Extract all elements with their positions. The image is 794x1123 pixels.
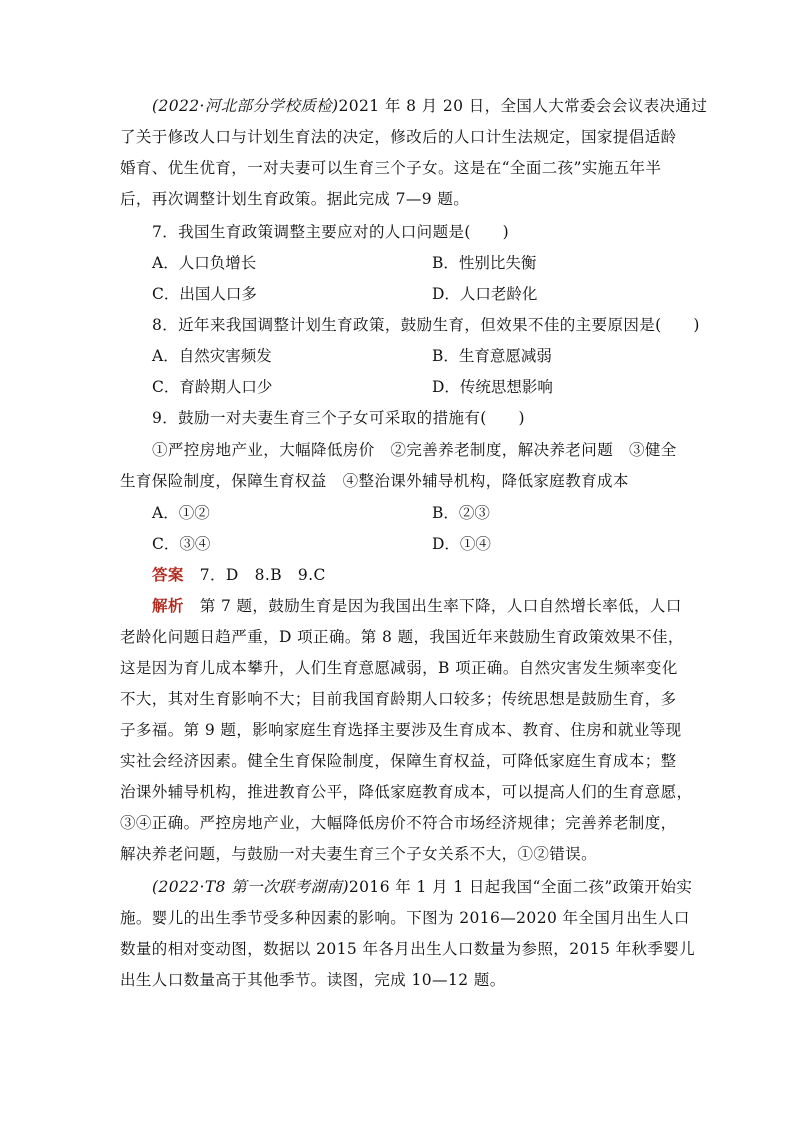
q9-stem: 9．鼓励一对夫妻生育三个子女可采取的措施有( ) (152, 409, 525, 427)
analysis-first: 第 7 题，鼓励生育是因为我国出生率下降，人口自然增长率低，人口 (199, 597, 682, 615)
analysis-line-4: 不大，其对生育影响不大；目前我国育龄期人口较多；传统思想是鼓励生育，多 (120, 690, 677, 708)
q9-option-a: A．①② (152, 504, 210, 522)
analysis-line-9: 解决养老问题，与鼓励一对夫妻生育三个子女关系不大，①②错误。 (120, 845, 598, 863)
analysis-label: 解析 (152, 596, 184, 615)
intro2-source: (2022·T8 第一次联考湖南) (152, 878, 349, 896)
analysis-line-2: 老龄化问题日趋严重，D 项正确。第 8 题，我国近年来鼓励生育政策效果不佳， (120, 628, 684, 646)
analysis-line-3: 这是因为育儿成本攀升，人们生育意愿减弱，B 项正确。自然灾害发生频率变化 (120, 659, 678, 677)
q8-option-d: D．传统思想影响 (432, 378, 553, 396)
intro1-line-4: 后，再次调整计划生育政策。据此完成 7—9 题。 (120, 190, 470, 208)
intro2-line-3: 数量的相对变动图，数据以 2015 年各月出生人口数量为参照，2015 年秋季婴儿 (120, 940, 696, 958)
analysis-line-7: 治课外辅导机构，推进教育公平，降低家庭教育成本，可以提高人们的生育意愿， (120, 783, 693, 801)
analysis-line-6: 实社会经济因素。健全生育保险制度，保障生育权益，可降低家庭生育成本；整 (120, 752, 677, 770)
analysis-line-8: ③④正确。严控房地产业，大幅降低房价不符合市场经济规律；完善养老制度， (120, 814, 677, 832)
q7-option-a: A．人口负增长 (152, 254, 257, 272)
q7-stem: 7．我国生育政策调整主要应对的人口问题是( ) (152, 223, 510, 241)
intro1-line-2: 了关于修改人口与计划生育法的决定，修改后的人口计生法规定，国家提倡适龄 (120, 128, 677, 146)
q7-option-b: B．性别比失衡 (432, 254, 537, 272)
q8-option-a: A．自然灾害频发 (152, 347, 272, 365)
intro2-text-1: 2016 年 1 月 1 日起我国“全面二孩”政策开始实 (348, 878, 693, 896)
answer-line (152, 565, 326, 585)
q8-stem: 8．近年来我国调整计划生育政策，鼓励生育，但效果不佳的主要原因是( ) (152, 316, 700, 334)
intro1-text-1: 2021 年 8 月 20 日，全国人大常委会会议表决通过 (338, 97, 708, 115)
q9-option-d: D．①④ (432, 535, 491, 553)
analysis-line-1 (152, 596, 682, 616)
intro1-line-1 (152, 96, 707, 116)
q7-option-d: D．人口老龄化 (432, 285, 538, 303)
q9-body-2: 生育保险制度，保障生育权益 ④整治课外辅导机构，降低家庭教育成本 (120, 472, 629, 490)
q7-option-c: C．出国人口多 (152, 285, 257, 303)
answer-label: 答案 (152, 565, 184, 584)
q8-option-b: B．生育意愿减弱 (432, 347, 552, 365)
intro1-source: (2022·河北部分学校质检) (152, 97, 339, 115)
q9-body-1: ①严控房地产业，大幅降低房价 ②完善养老制度，解决养老问题 ③健全 (152, 441, 677, 459)
intro2-line-2: 施。婴儿的出生季节受多种因素的影响。下图为 2016—2020 年全国月出生人口 (120, 909, 690, 927)
intro2-line-1 (152, 877, 692, 897)
q9-option-b: B．②③ (432, 504, 490, 522)
intro2-line-4: 出生人口数量高于其他季节。读图，完成 10—12 题。 (120, 971, 506, 989)
answer-text: 7．D 8.B 9.C (199, 566, 326, 584)
q8-option-c: C．育龄期人口少 (152, 378, 273, 396)
analysis-line-5: 子多福。第 9 题，影响家庭生育选择主要涉及生育成本、教育、住房和就业等现 (120, 721, 682, 739)
q9-option-c: C．③④ (152, 535, 211, 553)
intro1-line-3: 婚育、优生优育，一对夫妻可以生育三个子女。这是在“全面二孩”实施五年半 (120, 159, 662, 177)
